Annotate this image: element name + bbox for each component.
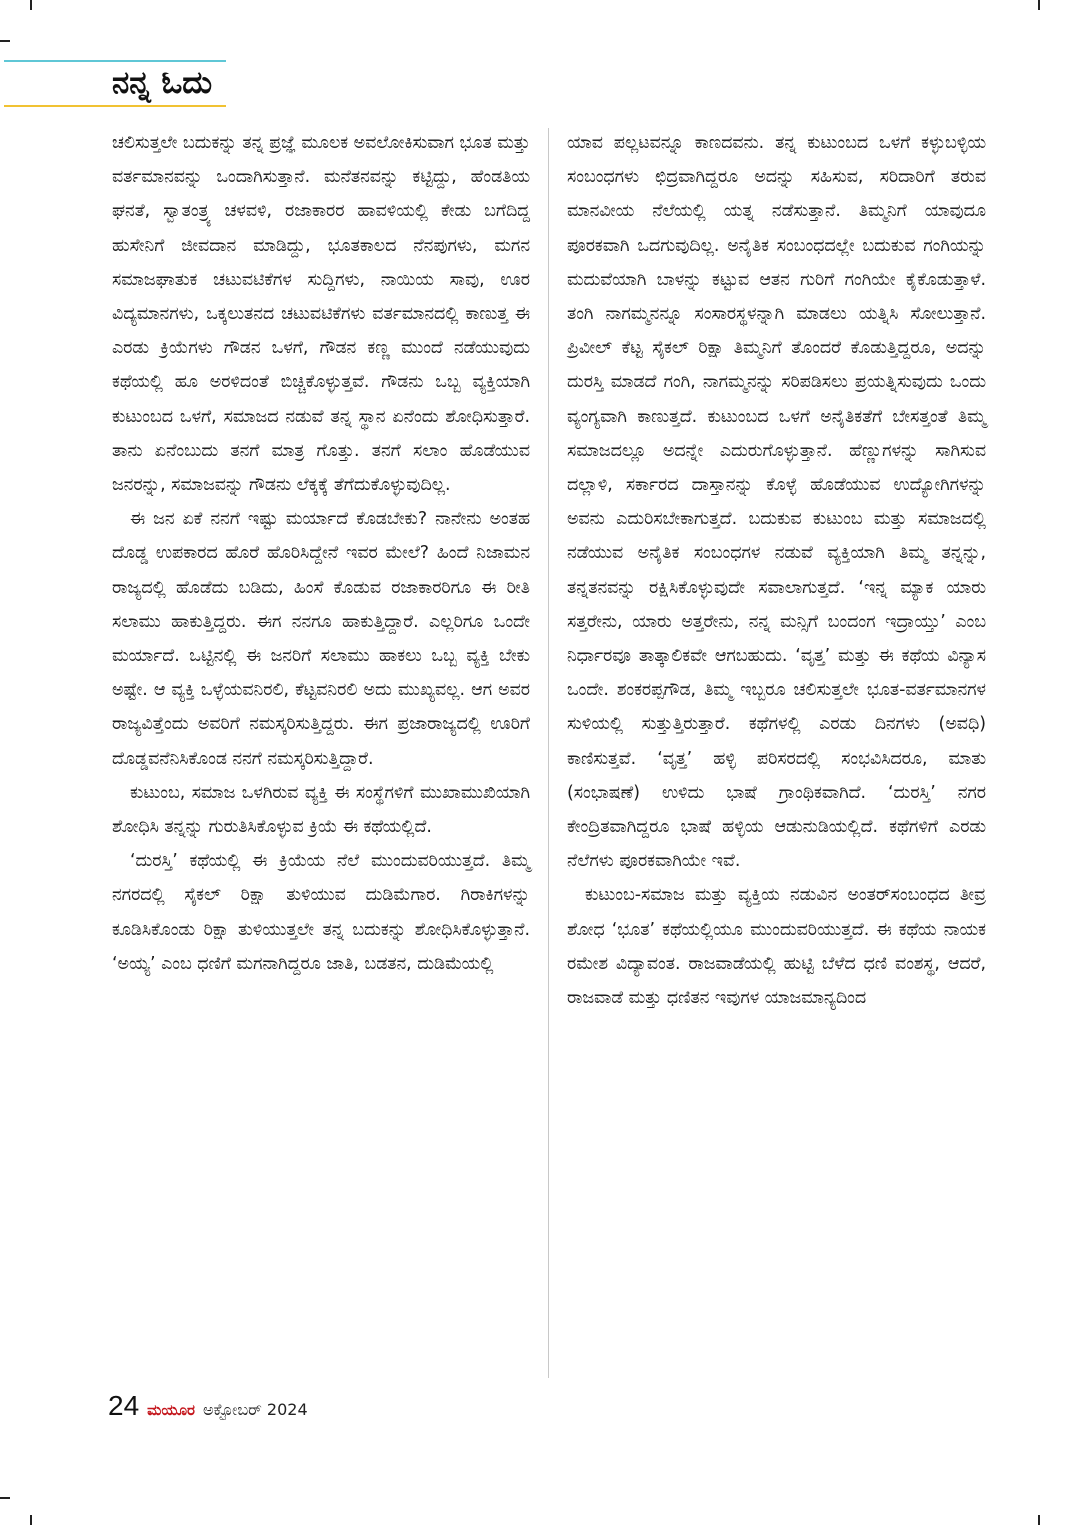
crop-mark	[0, 40, 10, 42]
header-rule-bottom	[4, 105, 226, 107]
right-column	[567, 126, 986, 1015]
body-paragraph: ಯಾವ ಪಲ್ಲಟವನ್ನೂ ಕಾಣದವನು. ತನ್ನ ಕುಟುಂಬದ ಒಳಗೆ ಕಳ್ಳುಬಳ್ಳಿಯ ಸಂಬಂಧಗಳು ಛಿದ್ರವಾಗಿದ್ದರೂ ಅದನ್ನು ಸಹಿಸುವ, ಸರಿದಾರಿಗೆ ತರುವ ಮಾನವೀಯ ನೆಲೆಯಲ್ಲಿ ಯತ್ನ ನಡೆಸುತ್ತಾನೆ. ತಿಮ್ಮನಿಗೆ ಯಾವುದೂ ಪೂರಕವಾಗಿ ಒದಗುವುದಿಲ್ಲ. ಅನೈತಿಕ ಸಂಬಂಧದಲ್ಲೇ ಬದುಕುವ ಗಂಗಿಯನ್ನು ಮದುವೆಯಾಗಿ ಬಾಳನ್ನು ಕಟ್ಟುವ ಆತನ ಗುರಿಗೆ ಗಂಗಿಯೇ ಕೈಕೊಡುತ್ತಾಳೆ. ತಂಗಿ ನಾಗಮ್ಮನನ್ನೂ ಸಂಸಾರಸ್ಥಳನ್ನಾಗಿ ಮಾಡಲು ಯತ್ನಿಸಿ ಸೋಲುತ್ತಾನೆ. ಪ್ರಿವೀಲ್ ಕೆಟ್ಟ ಸೈಕಲ್ ರಿಕ್ಷಾ ತಿಮ್ಮನಿಗೆ ತೊಂದರೆ ಕೊಡುತ್ತಿದ್ದರೂ, ಅದನ್ನು ದುರಸ್ತಿ ಮಾಡದೆ ಗಂಗಿ, ನಾಗಮ್ಮನನ್ನು ಸರಿಪಡಿಸಲು ಪ್ರಯತ್ನಿಸುವುದು ಒಂದು ವ್ಯಂಗ್ಯವಾಗಿ ಕಾಣುತ್ತದೆ. ಕುಟುಂಬದ ಒಳಗೆ ಅನೈತಿಕತೆಗೆ ಬೇಸತ್ತಂತೆ ತಿಮ್ಮ ಸಮಾಜದಲ್ಲೂ ಅದನ್ನೇ ಎದುರುಗೊಳ್ಳುತ್ತಾನೆ. ಹೆಣ್ಣುಗಳನ್ನು ಸಾಗಿಸುವ ದಲ್ಲಾಳಿ, ಸರ್ಕಾರದ ದಾಸ್ತಾನನ್ನು ಕೊಳ್ಳೆ ಹೊಡೆಯುವ ಉದ್ಯೋಗಿಗಳನ್ನು ಅವನು ಎದುರಿಸಬೇಕಾಗುತ್ತದೆ. ಬದುಕುವ ಕುಟುಂಬ ಮತ್ತು ಸಮಾಜದಲ್ಲಿ ನಡೆಯುವ ಅನೈತಿಕ ಸಂಬಂಧಗಳ ನಡುವೆ ವ್ಯಕ್ತಿಯಾಗಿ ತಿಮ್ಮ ತನ್ನನ್ನು, ತನ್ನತನವನ್ನು ರಕ್ಷಿಸಿಕೊಳ್ಳುವುದೇ ಸವಾಲಾಗುತ್ತದೆ. ‘ಇನ್ನ ಮ್ಯಾಕ ಯಾರು ಸತ್ತರೇನು, ಯಾರು ಅತ್ತರೇನು, ನನ್ನ ಮನ್ಸಿಗೆ ಬಂದಂಗ ಇದ್ರಾಯ್ತು’ ಎಂಬ ನಿರ್ಧಾರವೂ ತಾತ್ಕಾಲಿಕವೇ ಆಗಬಹುದು. ‘ವೃತ್ತ’ ಮತ್ತು ಈ ಕಥೆಯ ವಿನ್ಯಾಸ ಒಂದೇ. ಶಂಕರಪ್ಪಗೌಡ, ತಿಮ್ಮ ಇಬ್ಬರೂ ಚಲಿಸುತ್ತಲೇ ಭೂತ-ವರ್ತಮಾನಗಳ ಸುಳಿಯಲ್ಲಿ ಸುತ್ತುತ್ತಿರುತ್ತಾರೆ. ಕಥೆಗಳಲ್ಲಿ ಎರಡು ದಿನಗಳು (ಅವಧಿ) ಕಾಣಿಸುತ್ತವೆ. ‘ವೃತ್ತ’ ಹಳ್ಳಿ ಪರಿಸರದಲ್ಲಿ ಸಂಭವಿಸಿದರೂ, ಮಾತು (ಸಂಭಾಷಣೆ) ಉಳಿದು ಭಾಷೆ ಗ್ರಾಂಥಿಕವಾಗಿದೆ. ‘ದುರಸ್ತಿ’ ನಗರ ಕೇಂದ್ರಿತವಾಗಿದ್ದರೂ ಭಾಷೆ ಹಳ್ಳಿಯ ಆಡುನುಡಿಯಲ್ಲಿದೆ. ಕಥೆಗಳಿಗೆ ಎರಡು ನೆಲೆಗಳು ಪೂರಕವಾಗಿಯೇ ಇವೆ.	[567, 133, 986, 872]
crop-mark	[1038, 1515, 1040, 1525]
body-paragraph: ಕುಟುಂಬ-ಸಮಾಜ ಮತ್ತು ವ್ಯಕ್ತಿಯ ನಡುವಿನ ಅಂತರ್‌ಸಂಬಂಧದ ತೀವ್ರ ಶೋಧ ‘ಭೂತ’ ಕಥೆಯಲ್ಲಿಯೂ ಮುಂದುವರಿಯುತ್ತದೆ. ಈ ಕಥೆಯ ನಾಯಕ ರಮೇಶ ವಿದ್ಯಾವಂತ. ರಾಜವಾಡೆಯಲ್ಲಿ ಹುಟ್ಟಿ ಬೆಳೆದ ಧಣಿ ವಂಶಸ್ಥ, ಆದರೆ, ರಾಜವಾಡೆ ಮತ್ತು ಧಣಿತನ ಇವುಗಳ ಯಾಜಮಾನ್ಯದಿಂದ	[567, 885, 986, 1009]
body-paragraph: ಕುಟುಂಬ, ಸಮಾಜ ಒಳಗಿರುವ ವ್ಯಕ್ತಿ ಈ ಸಂಸ್ಥೆಗಳಿಗೆ ಮುಖಾಮುಖಿಯಾಗಿ ಶೋಧಿಸಿ ತನ್ನನ್ನು ಗುರುತಿಸಿಕೊಳ್ಳುವ ಕ್ರಿಯೆ ಈ ಕಥೆಯಲ್ಲಿದೆ.	[112, 782, 530, 838]
column-divider	[548, 128, 549, 1378]
body-paragraph: ಈ ಜನ ಏಕೆ ನನಗೆ ಇಷ್ಟು ಮರ್ಯಾದೆ ಕೊಡಬೇಕು? ನಾನೇನು ಅಂತಹ ದೊಡ್ಡ ಉಪಕಾರದ ಹೊರೆ ಹೊರಿಸಿದ್ದೇನೆ ಇವರ ಮೇಲೆ? ಹಿಂದೆ ನಿಜಾಮನ ರಾಜ್ಯದಲ್ಲಿ ಹೊಡೆದು ಬಡಿದು, ಹಿಂಸೆ ಕೊಡುವ ರಜಾಕಾರರಿಗೂ ಈ ರೀತಿ ಸಲಾಮು ಹಾಕುತ್ತಿದ್ದರು. ಈಗ ನನಗೂ ಹಾಕುತ್ತಿದ್ದಾರೆ. ಎಲ್ಲರಿಗೂ ಒಂದೇ ಮರ್ಯಾದೆ. ಒಟ್ಟಿನಲ್ಲಿ ಈ ಜನರಿಗೆ ಸಲಾಮು ಹಾಕಲು ಒಬ್ಬ ವ್ಯಕ್ತಿ ಬೇಕು ಅಷ್ಟೇ. ಆ ವ್ಯಕ್ತಿ ಒಳ್ಳೆಯವನಿರಲಿ, ಕೆಟ್ಟವನಿರಲಿ ಅದು ಮುಖ್ಯವಲ್ಲ. ಆಗ ಅವರ ರಾಜ್ಯವಿತ್ತೆಂದು ಅವರಿಗೆ ನಮಸ್ಕರಿಸುತ್ತಿದ್ದರು. ಈಗ ಪ್ರಜಾರಾಜ್ಯದಲ್ಲಿ ಊರಿಗೆ ದೊಡ್ಡವನೆನಿಸಿಕೊಂಡ ನನಗೆ ನಮಸ್ಕರಿಸುತ್ತಿದ್ದಾರೆ.	[112, 509, 530, 769]
issue-date: ಅಕ್ಟೋಬರ್ 2024	[203, 1400, 308, 1419]
magazine-logo: ಮಯೂರ	[147, 1401, 195, 1419]
crop-mark	[1038, 0, 1040, 10]
crop-mark	[30, 0, 32, 10]
crop-mark	[0, 1497, 10, 1499]
page-number: 24	[108, 1390, 140, 1421]
page-footer	[108, 1390, 308, 1430]
body-paragraph: ‘ದುರಸ್ತಿ’ ಕಥೆಯಲ್ಲಿ ಈ ಕ್ರಿಯೆಯ ನೆಲೆ ಮುಂದುವರಿಯುತ್ತದೆ. ತಿಮ್ಮ ನಗರದಲ್ಲಿ ಸೈಕಲ್ ರಿಕ್ಷಾ ತುಳಿಯುವ ದುಡಿಮೆಗಾರ. ಗಿರಾಕಿಗಳನ್ನು ಕೂಡಿಸಿಕೊಂಡು ರಿಕ್ಷಾ ತುಳಿಯುತ್ತಲೇ ತನ್ನ ಬದುಕನ್ನು ಶೋಧಿಸಿಕೊಳ್ಳುತ್ತಾನೆ. ‘ಅಯ್ಯ’ ಎಂಬ ಧಣಿಗೆ ಮಗನಾಗಿದ್ದರೂ ಜಾತಿ, ಬಡತನ, ದುಡಿಮೆಯಲ್ಲಿ	[112, 851, 530, 974]
left-column	[112, 126, 530, 981]
body-paragraph: ಚಲಿಸುತ್ತಲೇ ಬದುಕನ್ನು ತನ್ನ ಪ್ರಜ್ಞೆ ಮೂಲಕ ಅವಲೋಕಿಸುವಾಗ ಭೂತ ಮತ್ತು ವರ್ತಮಾನವನ್ನು ಒಂದಾಗಿಸುತ್ತಾನೆ. ಮನೆತನವನ್ನು ಕಟ್ಟಿದ್ದು, ಹೆಂಡತಿಯ ಘನತೆ, ಸ್ವಾತಂತ್ರ್ಯ ಚಳವಳಿ, ರಜಾಕಾರರ ಹಾವಳಿಯಲ್ಲಿ ಕೇಡು ಬಗೆದಿದ್ದ ಹುಸೇನಿಗೆ ಜೀವದಾನ ಮಾಡಿದ್ದು, ಭೂತಕಾಲದ ನೆನಪುಗಳು, ಮಗನ ಸಮಾಜಘಾತುಕ ಚಟುವಟಿಕೆಗಳ ಸುದ್ದಿಗಳು, ನಾಯಿಯ ಸಾವು, ಊರ ವಿದ್ಯಮಾನಗಳು, ಒಕ್ಕಲುತನದ ಚಟುವಟಿಕೆಗಳು ವರ್ತಮಾನದಲ್ಲಿ ಕಾಣುತ್ತ ಈ ಎರಡು ಕ್ರಿಯೆಗಳು ಗೌಡನ ಒಳಗೆ, ಗೌಡನ ಕಣ್ಣ ಮುಂದೆ ನಡೆಯುವುದು ಕಥೆಯಲ್ಲಿ ಹೂ ಅರಳಿದಂತೆ ಬಿಚ್ಚಿಕೊಳ್ಳುತ್ತವೆ. ಗೌಡನು ಒಬ್ಬ ವ್ಯಕ್ತಿಯಾಗಿ ಕುಟುಂಬದ ಒಳಗೆ, ಸಮಾಜದ ನಡುವೆ ತನ್ನ ಸ್ಥಾನ ಏನೆಂದು ಶೋಧಿಸುತ್ತಾರೆ. ತಾನು ಏನೆಂಬುದು ತನಗೆ ಮಾತ್ರ ಗೊತ್ತು. ತನಗೆ ಸಲಾಂ ಹೊಡೆಯುವ ಜನರನ್ನು, ಸಮಾಜವನ್ನು ಗೌಡನು ಲೆಕ್ಕಕ್ಕೆ ತೆಗೆದುಕೊಳ್ಳುವುದಿಲ್ಲ.	[112, 133, 530, 496]
crop-mark	[30, 1515, 32, 1525]
section-title: ನನ್ನ ಓದು	[112, 65, 213, 101]
